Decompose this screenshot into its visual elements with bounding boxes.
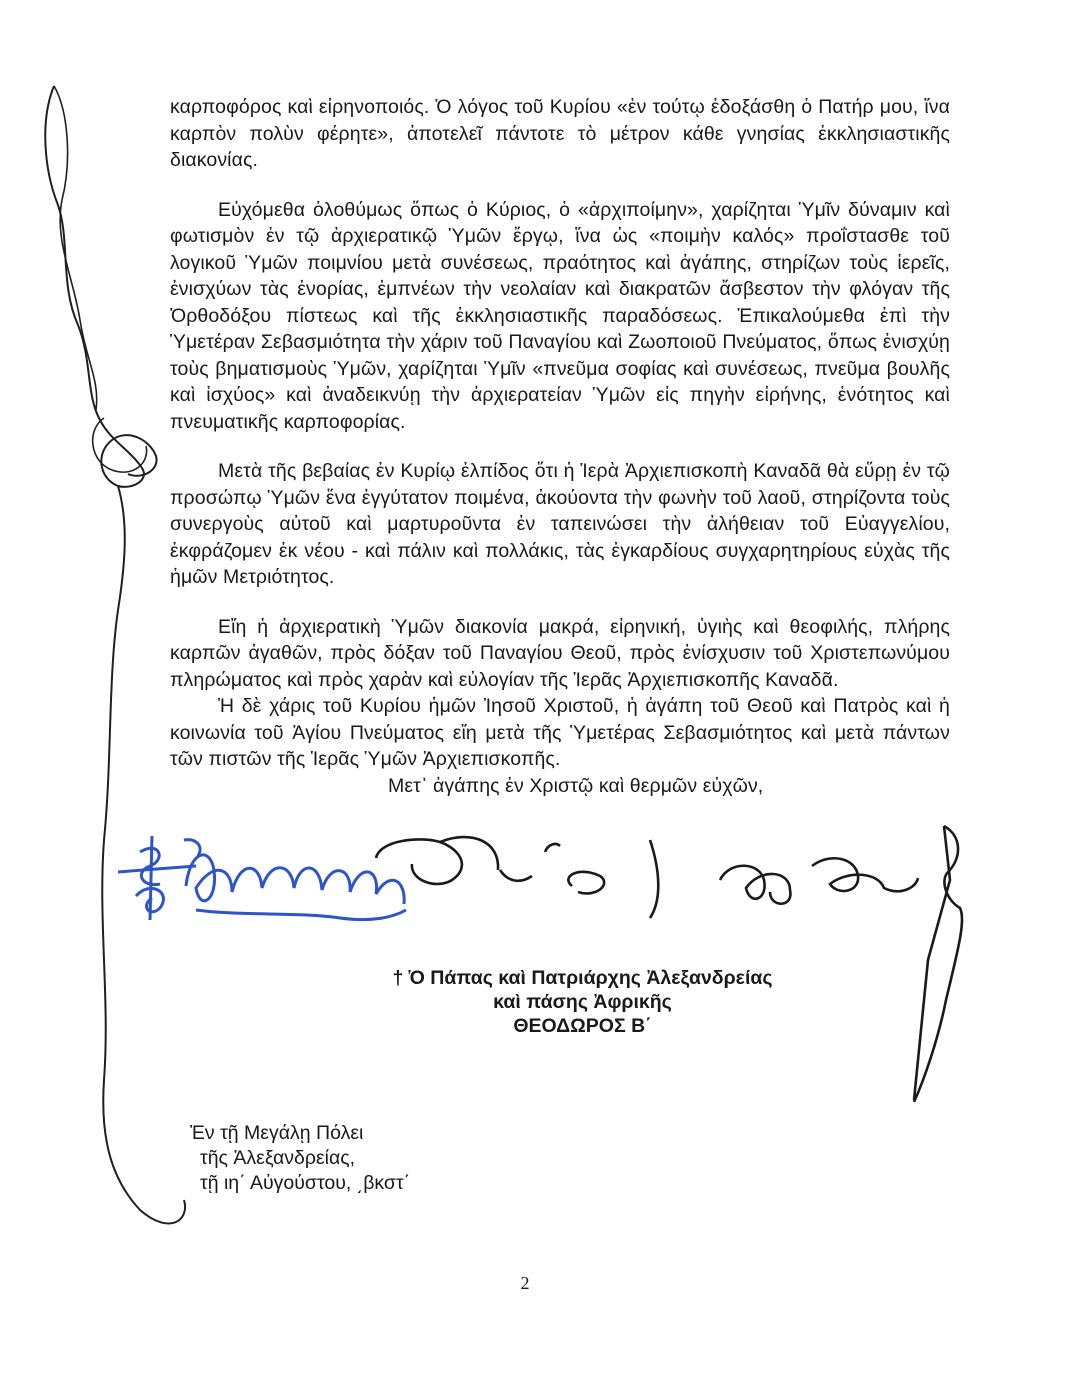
paragraph-continuation: καρποφόρος καὶ εἰρηνοποιός. Ὁ λόγος τοῦ Κυρίου «ἐν τούτῳ ἐδοξάσθη ὁ Πατήρ μου, ἵνα καρπὸν πολὺν φέρητε», ἀποτελεῖ πάντοτε τὸ μέτρον κάθε γνησίας ἐκκλησιαστικῆς διακονίας. [170,96,950,171]
place-line-1: Ἐν τῇ Μεγάλῃ Πόλει [190,1122,364,1144]
place-and-date [190,1121,410,1196]
page-number: 2 [520,1273,530,1293]
signatory-block [360,966,805,1038]
closing-salutation: Μετ᾽ ἀγάπης ἐν Χριστῷ καὶ θερμῶν εὐχῶν, [388,774,764,797]
blue-signature [118,836,406,920]
paragraph-prayer: Εὐχόμεθα ὁλοθύμως ὅπως ὁ Κύριος, ὁ «ἀρχιποίμην», χαρίζηται Ὑμῖν δύναμιν καὶ φωτισμὸν ἐν τῷ ἀρχιερατικῷ Ὑμῶν ἔργῳ, ἵνα ὡς «ποιμὴν καλός» προΐστασθε τοῦ λογικοῦ Ὑμῶν ποιμνίου μετὰ συνέσεως, πραότητος καὶ ἀγάπης, στηρίζων τοὺς ἱερεῖς, ἐνισχύων τὰς ἐνορίας, ἐμπνέων τὴν νεολαίαν καὶ διακρατῶν ἄσβεστον τὴν φλόγαν τῆς Ὀρθοδόξου πίστεως καὶ τῆς ἐκκλησιαστικῆς παραδόσεως. Ἐπικαλούμεθα ἐπὶ τὴν Ὑμετέραν Σεβασμιότητα τὴν χάριν τοῦ Παναγίου καὶ Ζωοποιοῦ Πνεύματος, ὅπως ἐνισχύῃ τοὺς βηματισμοὺς Ὑμῶν, χαρίζηται Ὑμῖν «πνεῦμα σοφίας καὶ συνέσεως, πνεῦμα βουλῆς καὶ ἰσχύος» καὶ ἀναδεικνύῃ τὴν ἀρχιερατείαν Ὑμῶν εἰς πηγὴν εἰρήνης, ἑνότητος καὶ πνευματικῆς καρποφορίας. [170,198,950,433]
paragraph-hope: Μετὰ τῆς βεβαίας ἐν Κυρίῳ ἐλπίδος ὅτι ἡ Ἱερὰ Ἀρχιεπισκοπὴ Καναδᾶ θὰ εὕρῃ ἐν τῷ προσώπῳ Ὑμῶν ἕνα ἐγγύτατον ποιμένα, ἀκούοντα τὴν φωνὴν τοῦ λαοῦ, στηρίζοντα τοὺς συνεργοὺς αὐτοῦ καὶ μαρτυροῦντα ἐν ταπεινώσει τὴν ἀλήθειαν τοῦ Εὐαγγελίου, ἐκφράζομεν ἐκ νέου - καὶ πάλιν καὶ πολλάκις, τὰς ἐγκαρδίους συγχαρητηρίους εὐχὰς τῆς ἡμῶν Μετριότητος. [170,460,950,588]
black-signature [376,826,962,1102]
place-line-2: τῆς Ἀλεξανδρείας, [200,1147,356,1169]
paragraph-wishes: Εἴη ἡ ἀρχιερατικὴ Ὑμῶν διακονία μακρά, εἰρηνική, ὑγιὴς καὶ θεοφιλής, πλήρης καρπῶν ἀγαθῶν, πρὸς δόξαν τοῦ Παναγίου Θεοῦ, πρὸς ἐνίσχυσιν τοῦ Χριστεπωνύμου πληρώματος καὶ πρὸς χαρὰν καὶ εὐλογίαν τῆς Ἱερᾶς Ἀρχιεπισκοπῆς Καναδᾶ. [170,615,950,691]
paragraph-blessing: Ἡ δὲ χάρις τοῦ Κυρίου ἡμῶν Ἰησοῦ Χριστοῦ, ἡ ἀγάπη τοῦ Θεοῦ καὶ Πατρὸς καὶ ἡ κοινωνία τοῦ Ἁγίου Πνεύματος εἴη μετὰ τῆς Ὑμετέρας Σεβασμιότητος καὶ μετὰ πάντων τῶν πιστῶν τῆς Ἱερᾶς Ὑμῶν Ἀρχιεπισκοπῆς. [170,695,950,770]
signatory-name: ΘΕΟΔΩΡΟΣ Β΄ [513,1015,652,1037]
date-line: τῇ ιη΄ Αὐγούστου, ͵βκστ΄ [200,1172,411,1194]
signatory-jurisdiction: καὶ πάσης Ἀφρικῆς [493,991,672,1013]
signatory-title: † Ὁ Πάπας καὶ Πατριάρχης Ἀλεξανδρείας [392,967,773,989]
